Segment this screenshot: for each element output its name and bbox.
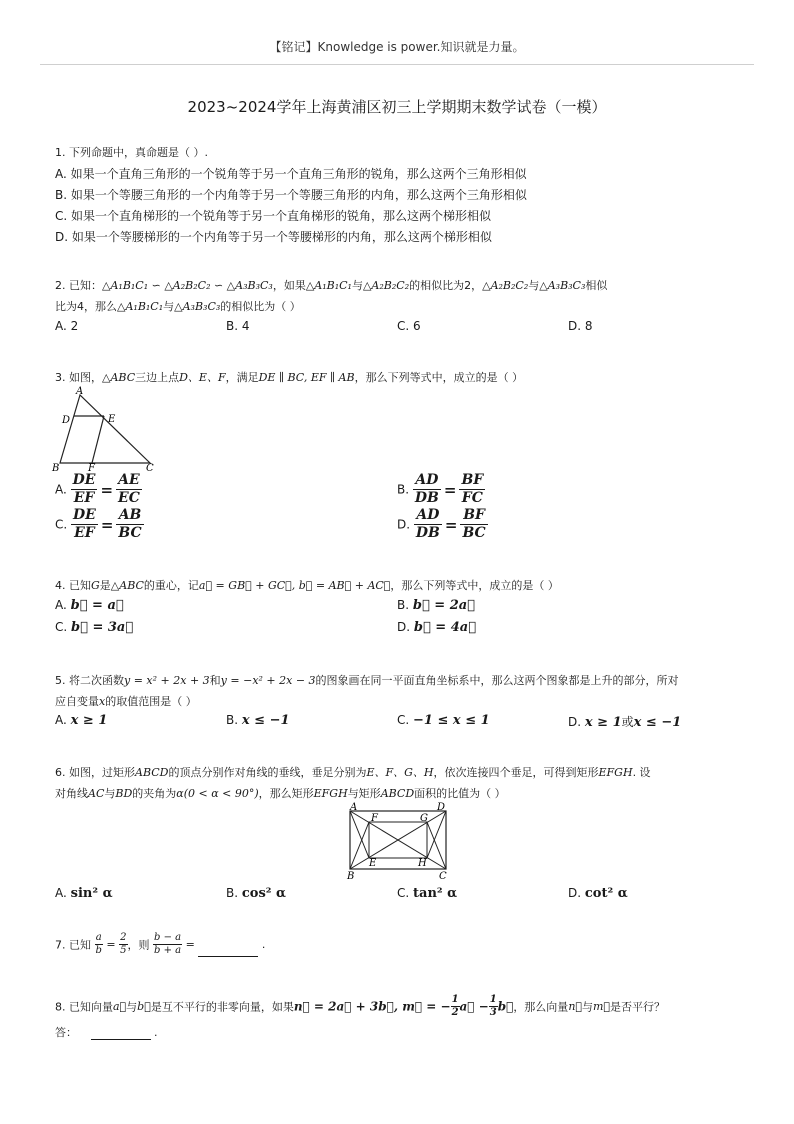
q5-text: 的图象画在同一平面直角坐标系中，那么这两个图象都是上升的部分，所对 [315, 674, 679, 687]
q3-frac [460, 507, 487, 542]
q5-option-expr: x ≤ −1 [633, 715, 682, 730]
q7-frac [95, 932, 103, 957]
q3-denominator: EF [73, 490, 95, 506]
q3-frac [116, 507, 143, 542]
q3-text: 三边上点 [135, 371, 180, 384]
q1-option-d: D. 如果一个等腰梯形的一个内角等于另一个等腰梯形的内角，那么这两个梯形相似 [55, 230, 492, 244]
q4-option-expr: b⃗ = a⃗ [70, 598, 124, 613]
q2-math: △A₂B₂C₂ [362, 279, 410, 292]
q3-stem [55, 369, 523, 385]
q1-option-c: C. 如果一个直角梯形的一个锐角等于另一个直角梯形的锐角，那么这两个梯形相似 [55, 209, 492, 223]
q3-text: ，那么下列等式中，成立的是（ ） [354, 371, 524, 384]
q5-text: 的取值范围是（ ） [105, 695, 197, 708]
q7-period: . [261, 938, 266, 951]
q8-text: 与 [126, 1000, 138, 1014]
q2-text: 与 [163, 300, 175, 313]
q6-text: 对角线 [55, 787, 88, 800]
q2-option-c: C. 6 [397, 319, 421, 333]
q6-math: α(0 < α < 90°) [176, 787, 259, 800]
q7-frac [119, 932, 127, 957]
q4-option-letter: A. [55, 598, 67, 612]
q5-math: y = x² + 2x + 3 [124, 674, 210, 687]
q4-option-c [55, 620, 133, 635]
q6-text: 的顶点分别作对角线的垂线，垂足分别为 [168, 766, 367, 779]
q2-text: 比为4，那么 [55, 300, 117, 313]
q6-text: 6. 如图，过矩形 [55, 766, 135, 779]
q2-math: △A₁B₁C₁ [305, 279, 352, 292]
q8-numerator: 1 [489, 994, 497, 1005]
q3-denominator: EC [118, 490, 140, 506]
q3-label-d: D [62, 415, 71, 426]
q6-option-c [397, 886, 457, 901]
q3-math: △ABC [102, 371, 136, 384]
q6-line2 [55, 785, 506, 801]
q7-denominator: b + a [154, 945, 182, 956]
q3-option-a: A. $\frac{DE}{EF}$ = $\frac{AE}{EC}$ [55, 472, 140, 506]
q7-numerator: a [95, 932, 102, 943]
q8-answer-blank[interactable] [91, 1027, 151, 1040]
q8-math: n⃗ [568, 1000, 582, 1013]
q2-text: 与 [351, 279, 363, 292]
q2-math: △A₁B₁C₁ [117, 300, 164, 313]
q6-label-b: B [347, 871, 355, 882]
q5-option-letter: C. [397, 713, 410, 727]
q6-label-h: H [418, 858, 427, 869]
q2-text: 相似 [585, 279, 608, 292]
q5-text: 应自变量 [55, 695, 99, 708]
q4-text: 4. 已知 [55, 579, 91, 592]
q3-option-d: D. $\frac{AD}{DB}$ = $\frac{BF}{BC}$ [397, 507, 486, 541]
q8-text: 与 [582, 1000, 593, 1014]
q6-math: E、F、G、H [366, 766, 434, 779]
q6-text: ，依次连接四个垂足，可得到矩形 [433, 766, 599, 779]
q3-numerator: AE [116, 472, 142, 490]
q6-label-c: C [439, 871, 447, 882]
q2-line2 [55, 298, 301, 314]
q3-label-f: F [88, 463, 95, 473]
q4-option-letter: C. [55, 620, 68, 634]
q3-option-c: C. $\frac{DE}{EF}$ = $\frac{AB}{BC}$ [55, 507, 142, 541]
q6-text: ，那么矩形 [258, 787, 314, 800]
q4-text: 的重心，记 [143, 579, 199, 592]
q3-numerator: AD [413, 472, 441, 490]
q8-math: b⃗ [137, 1000, 151, 1013]
q6-line1 [55, 764, 651, 780]
q6-text: 与 [104, 787, 116, 800]
q8-frac [489, 994, 498, 1019]
q2-math: △A₃B₃C₃ [174, 300, 221, 313]
q8-text: 是互不平行的非零向量，如果 [150, 1000, 294, 1014]
q8-answer-line [55, 1024, 158, 1040]
q7-stem [55, 932, 265, 957]
q3-option-b: B. $\frac{AD}{DB}$ = $\frac{BF}{FC}$ [397, 472, 484, 506]
q4-text: ，那么下列等式中，成立的是（ ） [390, 579, 559, 592]
q4-math: a⃗ = GB⃗ + GC⃗, b⃗ = AB⃗ + AC⃗ [198, 579, 391, 592]
q5-option-expr: x ≥ 1 [584, 715, 622, 730]
q3-label-b: B [52, 463, 60, 473]
q6-label-e: E [369, 858, 377, 869]
q4-stem [55, 577, 559, 593]
q8-denominator: 2 [451, 1007, 459, 1018]
q7-text: 7. 已知 [55, 938, 91, 952]
q6-label-d: D [437, 802, 446, 813]
q3-text: 3. 如图， [55, 371, 102, 384]
q7-numerator: 2 [120, 932, 127, 943]
q6-rectangle-figure [340, 800, 455, 882]
q2-text: 与 [528, 279, 540, 292]
q3-frac [414, 507, 442, 542]
q5-option-expr: −1 ≤ x ≤ 1 [413, 713, 490, 728]
q6-option-letter: D. [568, 886, 582, 900]
q3-numerator: BF [461, 472, 484, 488]
q5-line1 [55, 672, 679, 688]
q2-text: 的相似比为2， [409, 279, 483, 292]
q4-text: 是 [99, 579, 111, 592]
q1-option-a: A. 如果一个直角三角形的一个锐角等于另一个直角三角形的锐角，那么这两个三角形相似 [55, 167, 527, 181]
q7-text: ，则 [127, 938, 150, 952]
q3-denominator: FC [461, 490, 483, 506]
q8-denominator: 3 [489, 1007, 497, 1018]
q7-answer-blank[interactable] [198, 944, 258, 957]
q6-text: 面积的比值为（ ） [414, 787, 506, 800]
q6-option-expr: sin² α [70, 886, 113, 901]
q3-option-letter: A. [55, 482, 67, 497]
q8-text: ，那么向量 [513, 1000, 569, 1014]
q3-frac [116, 472, 142, 507]
q6-text: 与矩形 [347, 787, 381, 800]
exam-title: 2023~2024学年上海黄浦区初三上学期期末数学试卷（一模） [187, 98, 607, 116]
q6-option-expr: cot² α [584, 886, 628, 901]
q6-option-a [55, 886, 113, 901]
q5-option-expr: x ≥ 1 [70, 713, 108, 728]
header-divider [40, 64, 754, 65]
q8-answer-label: 答： [55, 1026, 77, 1039]
q3-denominator: DB [415, 525, 440, 541]
q5-option-or: 或 [621, 715, 634, 729]
q1-option-b: B. 如果一个等腰三角形的一个内角等于另一个等腰三角形的内角，那么这两个三角形相似 [55, 188, 527, 202]
q8-math: b⃗ [497, 999, 514, 1014]
q8-numerator: 1 [451, 994, 459, 1005]
q8-math: a⃗ − [459, 999, 489, 1014]
q6-option-letter: C. [397, 886, 410, 900]
q7-denominator: b [95, 945, 102, 956]
q6-math: EFGH [598, 766, 633, 779]
q6-math: AC [88, 787, 105, 800]
q5-option-expr: x ≤ −1 [241, 713, 290, 728]
q6-option-b [226, 886, 286, 901]
q3-math: D、E、F [179, 371, 226, 384]
q4-option-expr: b⃗ = 4a⃗ [413, 620, 476, 635]
q3-denominator: BC [118, 525, 142, 541]
q3-frac [71, 507, 98, 542]
q6-label-a: A [350, 802, 358, 813]
q5-option-c [397, 713, 490, 728]
q6-text: 的夹角为 [132, 787, 177, 800]
q8-math: a⃗ [113, 1000, 127, 1013]
q5-text: 5. 将二次函数 [55, 674, 124, 687]
q5-option-b [226, 713, 290, 728]
q3-numerator: DE [73, 507, 96, 523]
page-header: 【铭记】Knowledge is power.知识就是力量。 [269, 40, 525, 54]
q6-math: EFGH [313, 787, 348, 800]
q2-text: ，如果 [272, 279, 306, 292]
q3-numerator: DE [72, 472, 96, 488]
q6-math: ABCD [380, 787, 415, 800]
q3-label-c: C [146, 463, 154, 473]
q4-option-b [397, 598, 475, 613]
q3-option-letter: C. [55, 517, 68, 532]
q4-option-expr: b⃗ = 3a⃗ [71, 620, 134, 635]
q5-option-letter: A. [55, 713, 67, 727]
q2-line1 [55, 277, 607, 293]
q5-math: y = −x² + 2x − 3 [220, 674, 316, 687]
q8-answer-period: . [154, 1026, 158, 1039]
q4-option-d [397, 620, 476, 635]
q3-text: ，满足 [225, 371, 259, 384]
q3-numerator: BF [460, 507, 487, 525]
q8-frac [451, 994, 460, 1019]
q4-option-expr: b⃗ = 2a⃗ [412, 598, 475, 613]
q5-option-letter: B. [226, 713, 239, 727]
q6-option-letter: A. [55, 886, 67, 900]
q4-math: G [91, 579, 100, 592]
q7-frac [153, 932, 182, 957]
q7-denominator: 5 [120, 945, 127, 956]
q8-text: 8. 已知向量 [55, 1000, 113, 1014]
q3-triangle-figure [50, 385, 160, 473]
q6-text: . 设 [632, 766, 651, 779]
q3-frac [71, 472, 98, 507]
q4-option-letter: B. [397, 598, 410, 612]
q2-math: △A₂B₂C₂ [482, 279, 529, 292]
q6-math: BD [115, 787, 133, 800]
q3-math: DE ∥ BC, EF ∥ AB [258, 371, 355, 384]
q6-option-expr: cos² α [241, 886, 287, 901]
q3-denominator: BC [462, 525, 486, 541]
q6-option-d [568, 886, 628, 901]
q3-option-letter: B. [397, 482, 410, 497]
q3-option-letter: D. [397, 517, 411, 532]
q5-option-letter: D. [568, 715, 582, 729]
q8-text: 是否平行？ [610, 1000, 666, 1014]
q7-numerator: b − a [154, 932, 182, 943]
q6-math: ABCD [135, 766, 169, 779]
q3-frac [413, 472, 441, 507]
q3-label-e: E [108, 414, 116, 425]
q8-math: m⃗ [593, 1000, 611, 1013]
q4-option-a [55, 598, 124, 613]
q7-equals: = [106, 938, 116, 951]
q3-numerator: AD [414, 507, 442, 525]
q2-option-b: B. 4 [226, 319, 250, 333]
q4-math: △ABC [110, 579, 144, 592]
q5-line2 [55, 693, 197, 709]
q8-math: n⃗ = 2a⃗ + 3b⃗, m⃗ = − [293, 999, 451, 1014]
q2-math: △A₁B₁C₁ ∽ △A₂B₂C₂ ∽ △A₃B₃C₃ [102, 279, 273, 292]
q2-math: △A₃B₃C₃ [539, 279, 586, 292]
q4-option-letter: D. [397, 620, 411, 634]
q6-label-g: G [420, 813, 428, 824]
q6-option-expr: tan² α [413, 886, 458, 901]
q5-option-a [55, 713, 107, 728]
q1-stem: 1. 下列命题中，真命题是（ ）. [55, 146, 208, 159]
q3-denominator: EF [74, 525, 95, 541]
q2-text: 的相似比为（ ） [220, 300, 301, 313]
q2-text: 2. 已知： [55, 279, 102, 292]
q8-stem [55, 994, 665, 1019]
q5-text: 和 [209, 674, 221, 687]
q3-denominator: DB [414, 490, 439, 506]
q3-frac [459, 472, 485, 507]
q3-numerator: AB [116, 507, 143, 525]
q2-option-a: A. 2 [55, 319, 79, 333]
q5-math: x [99, 695, 106, 708]
q3-label-a: A [76, 386, 84, 397]
q7-equals: = [185, 938, 195, 951]
q6-option-letter: B. [226, 886, 239, 900]
q6-label-f: F [371, 813, 378, 824]
q5-option-d [568, 713, 681, 730]
q2-option-d: D. 8 [568, 319, 593, 333]
